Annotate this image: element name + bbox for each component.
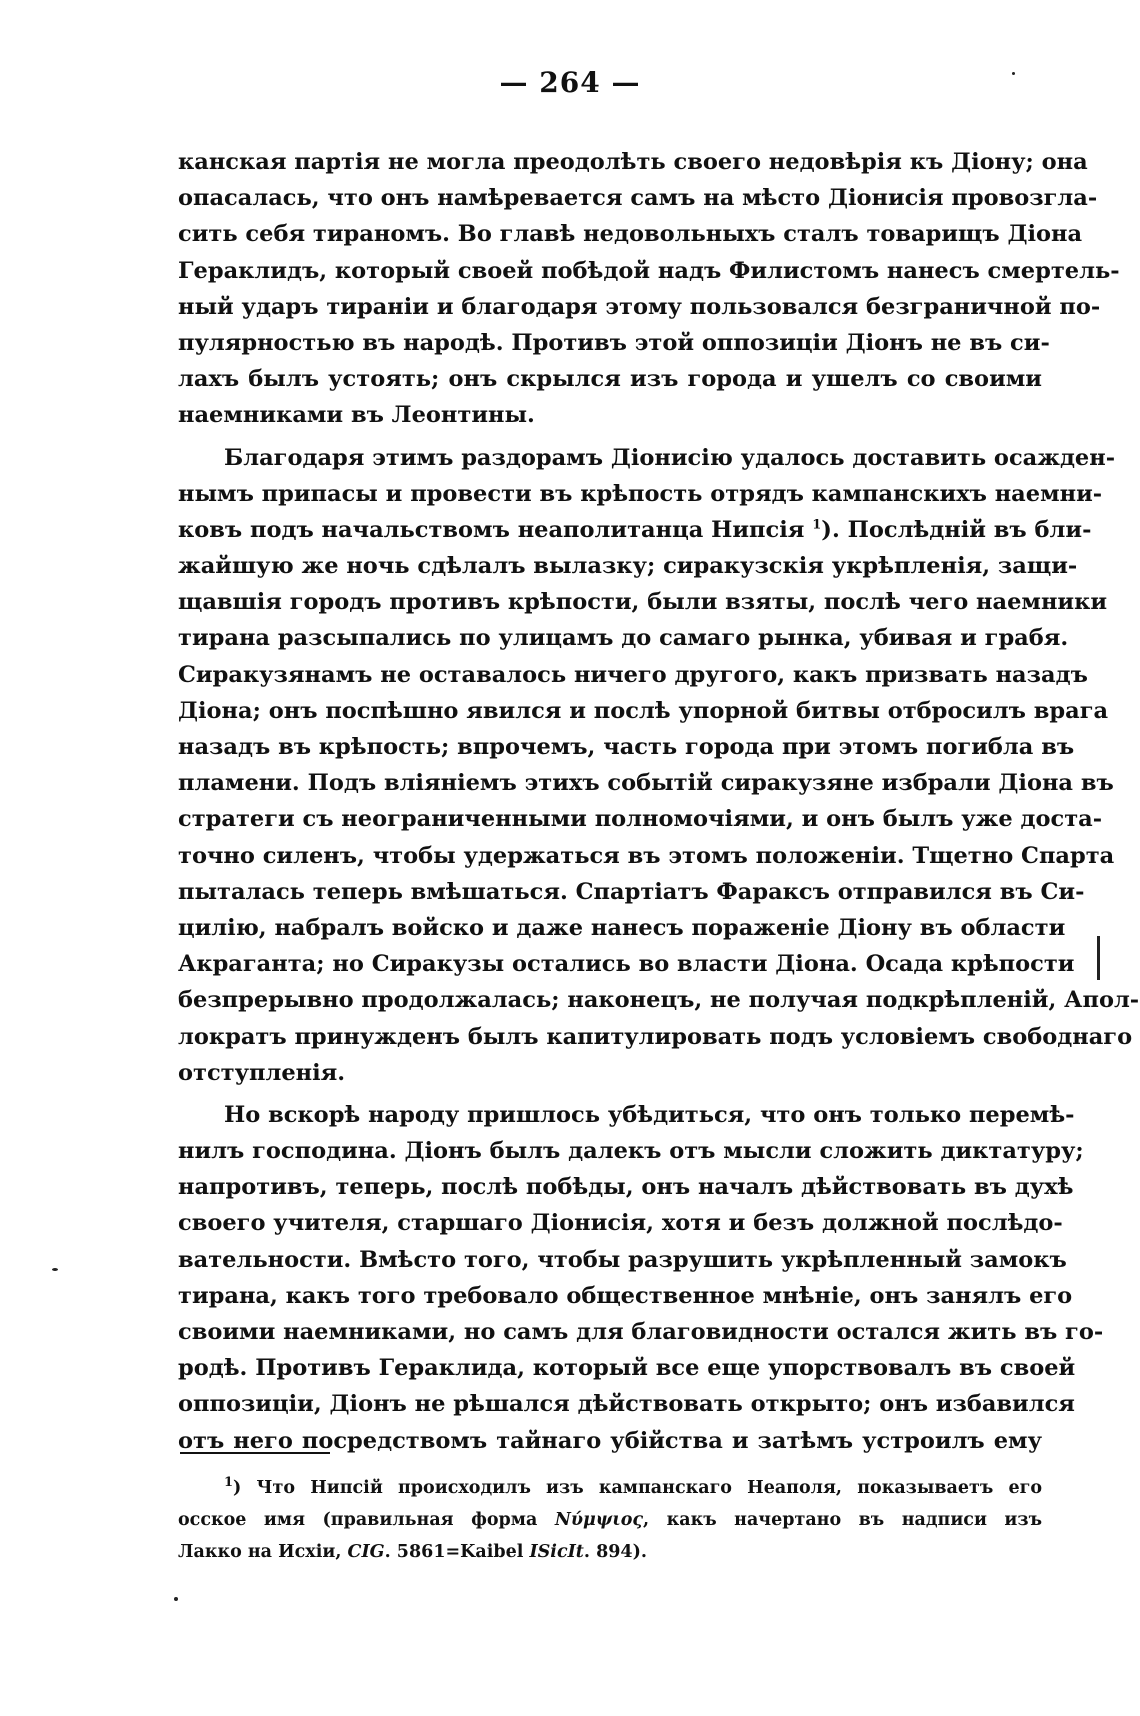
text-line: родѣ. Противъ Гераклида, который все еще упорствовалъ въ своей <box>178 1355 1076 1382</box>
text-line: Акраганта; но Сиракузы остались во власти Діона. Осада крѣпости <box>178 951 1075 978</box>
text-line: лократъ принужденъ былъ капитулировать подъ условіемъ свободнаго <box>178 1023 1133 1050</box>
text-line: точно силенъ, чтобы удержаться въ этомъ положеніи. Тщетно Спарта <box>178 842 1115 869</box>
text-line: пламени. Подъ вліяніемъ этихъ событій сиракузяне избрали Діона въ <box>178 770 1114 797</box>
citation-isicit: ISicIt <box>529 1542 584 1562</box>
scan-margin-mark <box>1097 936 1100 980</box>
footnote-text: . 894). <box>583 1542 647 1562</box>
text-line: нилъ господина. Діонъ былъ далекъ отъ мысли сложить диктатуру; <box>178 1138 1084 1165</box>
text-line-with-footnote-ref <box>178 512 1092 548</box>
greek-word: Νύμψιος <box>554 1510 644 1530</box>
text-line: оппозиціи, Діонъ не рѣшался дѣйствовать открыто; онъ избавился <box>178 1391 1075 1418</box>
text-line: отъ него посредствомъ тайнаго убійства и затѣмъ устроилъ ему <box>178 1427 1042 1454</box>
text-segment: ). Послѣдній въ бли- <box>821 516 1092 543</box>
footnote <box>178 1472 1042 1568</box>
text-line: тирана, какъ того требовало общественное мнѣніе, онъ занялъ его <box>178 1282 1073 1309</box>
scan-speck <box>1012 72 1015 75</box>
paragraph-1 <box>178 144 1120 434</box>
text-line: напротивъ, теперь, послѣ побѣды, онъ началъ дѣйствовать въ духѣ <box>178 1174 1074 1201</box>
text-line: ный ударъ тираніи и благодаря этому пользовался безграничной по- <box>178 293 1101 320</box>
text-segment: ковъ подъ начальствомъ неаполитанца Нипсія <box>178 516 805 543</box>
footnote-line <box>178 1472 1042 1504</box>
text-line: безпрерывно продолжалась; наконецъ, не получая подкрѣпленій, Апол- <box>178 987 1140 1014</box>
text-line: тирана разсыпались по улицамъ до самаго рынка, убивая и грабя. <box>178 625 1069 652</box>
text-line: жайшую же ночь сдѣлалъ вылазку; сиракузскія укрѣпленія, защи- <box>178 553 1078 580</box>
footnote-text: , какъ начертано въ надписи изъ <box>643 1510 1042 1530</box>
text-line: назадъ въ крѣпость; впрочемъ, часть города при этомъ погибла въ <box>178 734 1075 760</box>
text-line: Гераклидъ, который своей побѣдой надъ Филистомъ нанесъ смертель- <box>178 257 1120 284</box>
footnote-marker: 1 <box>224 1475 234 1491</box>
text-line: отступленія. <box>178 1059 346 1086</box>
scan-speck <box>52 1268 58 1271</box>
paragraph-3 <box>178 1097 1104 1459</box>
text-line: нымъ припасы и провести въ крѣпость отрядъ кампанскихъ наемни- <box>178 480 1103 507</box>
text-line: вательности. Вмѣсто того, чтобы разрушить укрѣпленный замокъ <box>178 1246 1067 1273</box>
text-line: канская партія не могла преодолѣть своего недовѣрія къ Діону; она <box>178 149 1088 175</box>
text-line: своими наемниками, но самъ для благовидности остался жить въ го- <box>178 1319 1104 1345</box>
main-text <box>178 144 1140 1459</box>
footnote-text: осскоe имя (правильная форма <box>178 1510 538 1530</box>
text-line: щавшія городъ противъ крѣпости, были взяты, послѣ чего наемники <box>178 589 1108 616</box>
text-line: лахъ былъ устоять; онъ скрылся изъ города и ушелъ со своими <box>178 366 1042 393</box>
citation-cig: CIG <box>347 1542 385 1562</box>
footnote-text: ) Что Нипсій происходилъ изъ кампанскаго Неаполя, показываетъ его <box>233 1478 1042 1498</box>
footnote-text: . 5861=Kaibel <box>384 1542 524 1562</box>
text-line: пыталась теперь вмѣшаться. Спартіатъ Фараксъ отправился въ Си- <box>178 878 1085 905</box>
footnote-line <box>178 1536 1042 1568</box>
text-line: опасалась, что онъ намѣревается самъ на мѣсто Діонисія провозгла- <box>178 185 1098 212</box>
text-line: Діона; онъ поспѣшно явился и послѣ упорной битвы отбросилъ врага <box>178 697 1109 724</box>
text-line: Но вскорѣ народу пришлось убѣдиться, что онъ только перемѣ- <box>224 1101 1075 1128</box>
paragraph-2 <box>178 440 1140 1091</box>
text-line: Сиракузянамъ не оставалось ничего другого, какъ призвать назадъ <box>178 661 1088 688</box>
text-line: Благодаря этимъ раздорамъ Діонисію удалось доставить осажден- <box>224 444 1116 471</box>
footnote-text: Лакко на Исхіи, <box>178 1542 342 1562</box>
text-line: цилію, набралъ войско и даже нанесъ пораженіе Діону въ области <box>178 914 1066 941</box>
footnote-reference[interactable]: 1 <box>812 517 822 533</box>
text-line: пулярностью въ народѣ. Противъ этой оппозиціи Діонъ не въ си- <box>178 329 1050 356</box>
text-line: стратеги съ неограниченными полномочіями, и онъ былъ уже доста- <box>178 806 1103 833</box>
text-line: наемниками въ Леонтины. <box>178 402 535 429</box>
scan-speck <box>174 1597 178 1601</box>
text-line: своего учителя, старшаго Діонисія, хотя и безъ должной послѣдо- <box>178 1210 1063 1237</box>
footnote-separator <box>180 1452 330 1454</box>
footnote-line <box>178 1504 1042 1536</box>
page-number: — 264 — <box>499 66 641 99</box>
text-line: сить себя тираномъ. Во главѣ недовольныхъ сталъ товарищъ Діона <box>178 221 1083 248</box>
